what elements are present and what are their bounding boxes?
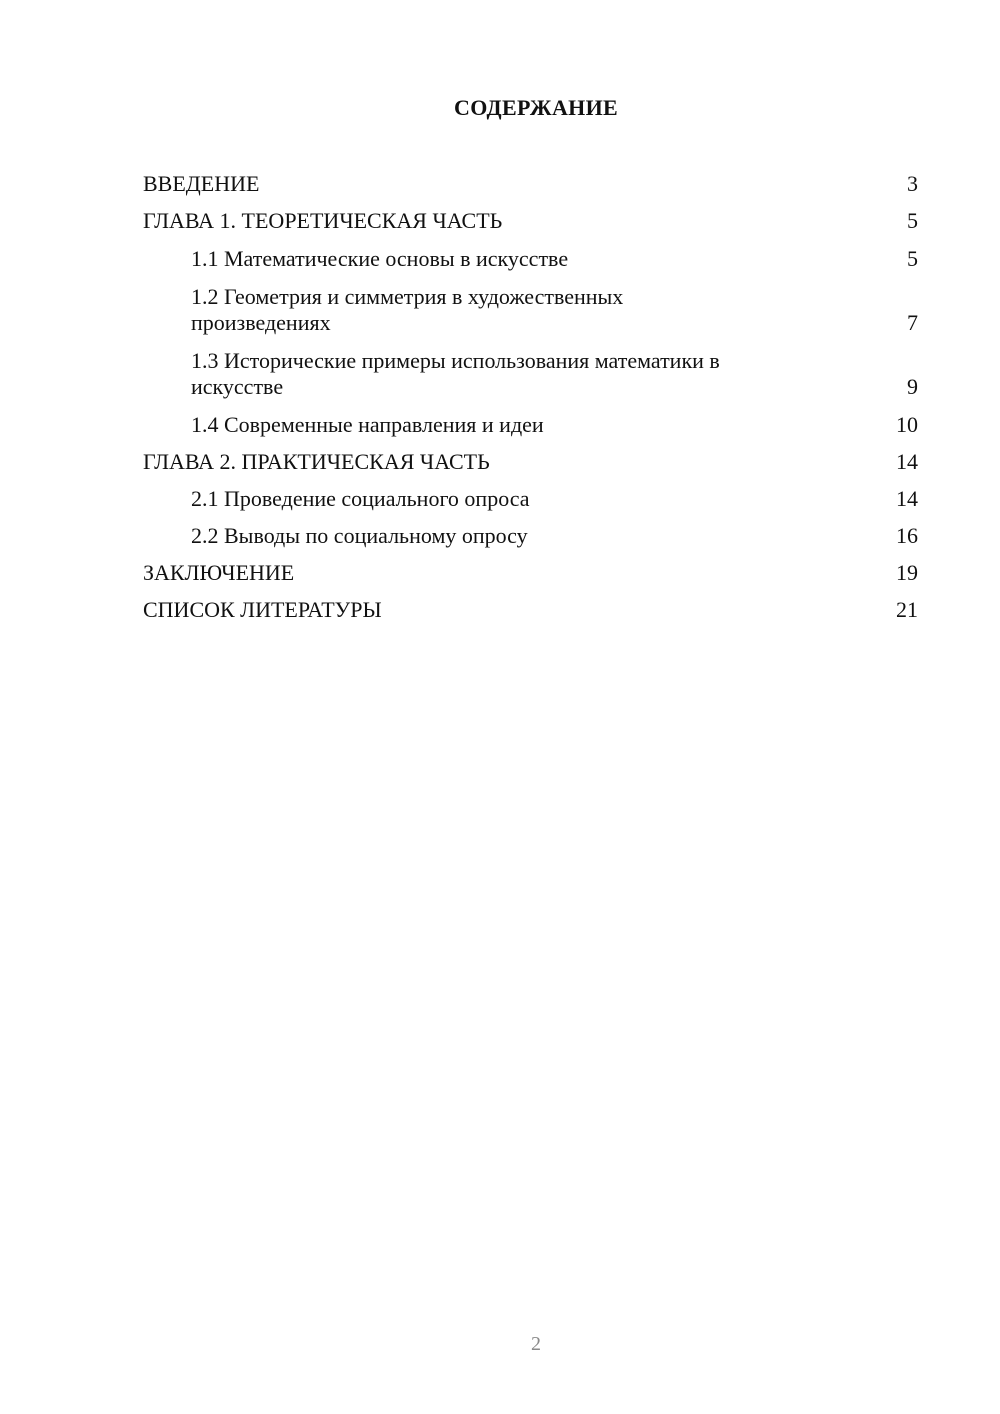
toc-entry-label: 2.1 Проведение социального опроса — [191, 486, 530, 511]
toc-entry-label: ГЛАВА 2. ПРАКТИЧЕСКАЯ ЧАСТЬ — [143, 449, 490, 474]
toc-entry-page: 14 — [896, 449, 918, 474]
toc-entry-page: 16 — [896, 523, 918, 548]
toc-entry-page: 9 — [907, 374, 918, 399]
toc-entry-page: 19 — [896, 560, 918, 585]
toc-entry-label: ВВЕДЕНИЕ — [143, 171, 260, 196]
toc-entry-label: 1.2 Геометрия и симметрия в художественных произведениях — [191, 284, 624, 335]
toc-entry-page: 21 — [896, 597, 918, 622]
toc-entry-label: 2.2 Выводы по социальному опросу — [191, 523, 528, 548]
toc-entry-label: ГЛАВА 1. ТЕОРЕТИЧЕСКАЯ ЧАСТЬ — [143, 208, 503, 233]
toc-entry-label: СПИСОК ЛИТЕРАТУРЫ — [143, 597, 382, 622]
toc-entry-page: 5 — [907, 246, 918, 271]
toc-entry-page: 3 — [907, 171, 918, 196]
page-number: 2 — [531, 1333, 541, 1355]
toc-entry-label: 1.4 Современные направления и идеи — [191, 412, 544, 437]
toc-entry-page: 5 — [907, 208, 918, 233]
toc-entry-page: 10 — [896, 412, 918, 437]
toc-entry-label: 1.3 Исторические примеры использования математики в искусстве — [191, 348, 720, 399]
toc-entry-page: 7 — [907, 310, 918, 335]
toc-entry-label: ЗАКЛЮЧЕНИЕ — [143, 560, 295, 585]
page-title: СОДЕРЖАНИЕ — [454, 95, 618, 120]
toc-entry-page: 14 — [896, 486, 918, 511]
toc-entry-label: 1.1 Математические основы в искусстве — [191, 246, 569, 271]
